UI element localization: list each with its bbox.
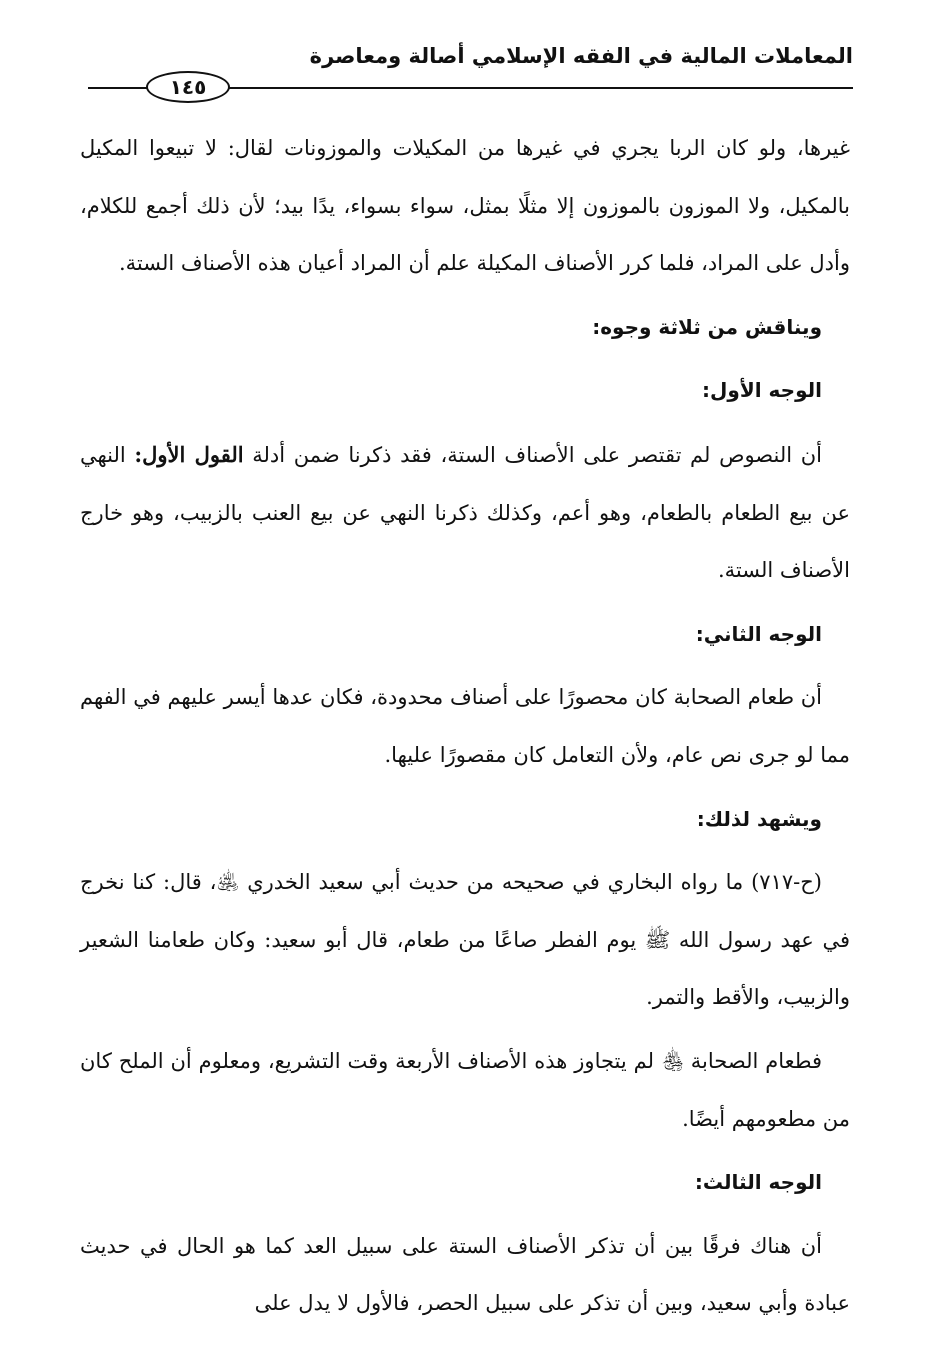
paragraph-companions-food: فطعام الصحابة ﵃ لم يتجاوز هذه الأصناف الأربعة وقت التشريع، ومعلوم أن الملح كان من مطعومهم أيضًا. <box>80 1048 850 1131</box>
heading-evidence: ويشهد لذلك: <box>696 806 822 831</box>
heading-discussion: ويناقش من ثلاثة وجوه: <box>592 314 822 339</box>
page-number: ١٤٥ <box>146 71 230 103</box>
heading-first-aspect: الوجه الأول: <box>702 378 822 403</box>
paragraph-first-aspect-start: أن النصوص لم تقتصر على الأصناف الستة، فقد ذكرنا ضمن أدلة <box>252 442 822 467</box>
paragraph-hadith: (ح-٧١٧) ما رواه البخاري في صحيحه من حديث أبي سعيد الخدري ﵁، قال: كنا نخرج في عهد رسول الله ﷺ يوم الفطر صاعًا من طعام، قال أبو سعيد: وكان طعامنا الشعير والزبيب، والأقط والتمر. <box>80 870 850 1010</box>
paragraph-continuation: غيرها، ولو كان الربا يجري في غيرها من المكيلات والموزونات لقال: لا تبيعوا المكيل بالمكيل، ولا الموزون بالموزون إلا مثلًا بمثل، سواء بسواء، يدًا بيد؛ لأن ذلك أجمع للكلام، وأدل على المراد، فلما كرر الأصناف المكيلة علم أن المراد أعيان هذه الأصناف الستة. <box>80 136 850 276</box>
first-opinion-reference: القول الأول: <box>134 441 244 467</box>
paragraph-third-aspect: أن هناك فرقًا بين أن تذكر الأصناف الستة على سبيل العد كما هو الحال في حديث عبادة وأبي سعيد، وبين أن تذكر على سبيل الحصر، فالأول لا يدل على <box>80 1233 850 1316</box>
paragraph-first-aspect-end: النهي عن بيع الطعام بالطعام، وهو أعم، وكذلك ذكرنا النهي عن بيع العنب بالزبيب، وهو خارج الأصناف الستة. <box>80 442 850 583</box>
heading-second-aspect: الوجه الثاني: <box>695 621 822 646</box>
paragraph-second-aspect: أن طعام الصحابة كان محصورًا على أصناف محدودة، فكان عدها أيسر عليهم في الفهم مما لو جرى نص عام، ولأن التعامل كان مقصورًا عليها. <box>80 685 850 767</box>
heading-third-aspect: الوجه الثالث: <box>694 1170 822 1195</box>
body-text <box>80 120 850 1339</box>
running-title: المعاملات المالية في الفقه الإسلامي أصالة ومعاصرة <box>309 44 853 68</box>
paragraph-first-aspect <box>80 426 850 600</box>
page-header <box>88 38 853 108</box>
